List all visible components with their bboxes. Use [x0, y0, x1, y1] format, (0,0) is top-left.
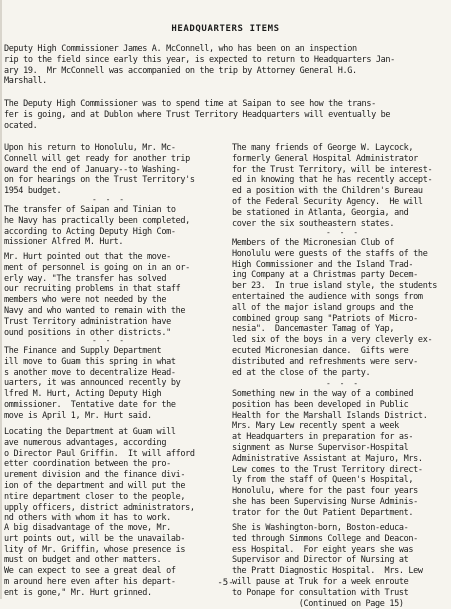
- left-paragraph-personnel-movement: Mr. Hurt pointed out that the move- ment of personnel is going on in an or- erly way. "The transfer has solved our recruiting problems in that staff members who were not needed by the Navy and who wanted to remain with the Trust Territory administration have ound positions in other districts.": [4, 252, 190, 338]
- right-paragraph-micronesian-club: Members of the Micronesian Club of Honolulu were guests of the staffs of the High Commissioner and the Island Trad- ing Company at a Christmas party Decem- ber 23. In true island style, the students entertained the audience with songs from all of the major island groups and the combined group sang "Patriots of Micro- nesia". Dancemaster Tamag of Yap, led six of the boys in a very cleverly ex- ecuted Micronesian dance. Gifts were distributed and refreshments were serv- ed at the close of the party.: [232, 238, 437, 378]
- intro-paragraph-mcconnell-trip: Deputy High Commissioner James A. McConnell, who has been on an inspection rip to the field since early this year, is expected to return to Headquarters Jan- ary 19. Mr McConnell was accompanied on the trip by Attorney General H.G. Marshall.: [4, 44, 395, 87]
- page-title: HEADQUARTERS ITEMS: [171, 24, 280, 34]
- right-paragraph-mary-lew-position: Something new in the way of a combined position has been developed in Public Health for the Marshall Islands District. Mrs. Mary Lew recently spent a week at Headquarters in preparation for as- signment as Nurse Supervisor-Hospital Administrative Assistant at Majuro, Mrs. Lew comes to the Trust Territory direct- ly from the staff of Queen's Hospital, Honolulu, where for the past four years she has been Supervising Nurse Adminis- trator for the Out Patient Department.: [232, 389, 428, 518]
- page-number: -5-: [217, 578, 234, 588]
- right-paragraph-laycock: The many friends of George W. Laycock, formerly General Hospital Administrator for the Trust Territory, will be interest- ed in knowing that he has recently accept- ed a position with the Children's Bureau of the Federal Security Agency. He will be stationed in Atlanta, Georgia, and cover the six southeastern states.: [232, 143, 433, 229]
- left-paragraph-saipan-transfer: The transfer of Saipan and Tinian to he Navy has practically been completed, according to Acting Deputy High Com- missioner Alfred M. Hurt.: [4, 205, 190, 248]
- left-separator-1: - - -: [92, 195, 127, 204]
- right-separator-2: - - -: [326, 379, 361, 388]
- left-paragraph-guam-advantages: Locating the Department at Guam will ave numerous advantages, according o Director Paul Griffin. It will afford etter coordination between the pro- urement division and the finance divi- ion of the department and will put the ntire department closer to the people, upply officers, district administrators, nd others with whom it has to work.: [4, 427, 195, 524]
- left-paragraph-move-disadvantage: A big disadvantage of the move, Mr. urt points out, will be the unavailab- lity of Mr. Griffin, whose presence is must on budget and other matters. We can expect to see a great deal of m around here even after his depart- ent is gone," Mr. Hurt grinned.: [4, 523, 186, 598]
- right-paragraph-mary-lew-background: She is Washington-born, Boston-educa- ted through Simmons College and Deacon- ess Hospital. For eight years she was Supervisor and Director of Nursing at the Pratt Diagnostic Hospital. Mrs. Lew will pause at Truk for a week enroute to Ponape for consultation with Trust (Continued on Page 15): [232, 523, 423, 609]
- left-paragraph-washington-hearings: Upon his return to Honolulu, Mr. Mc- Connell will get ready for another trip oward the end of January--to Washing- on for hearings on the Trust Territory's 1954 budget.: [4, 143, 195, 197]
- left-paragraph-finance-move-guam: The Finance and Supply Department ill move to Guam this spring in what s another move to decentralize Head- uarters, it was announced recently by lfred M. Hurt, Acting Deputy High ommissioner. Tentative date for the move is April 1, Mr. Hurt said.: [4, 346, 181, 421]
- right-separator-1: - - -: [326, 228, 361, 237]
- left-separator-2: - - -: [92, 336, 127, 345]
- page-binding-edge: [0, 0, 2, 599]
- intro-paragraph-saipan-dublon: The Deputy High Commissioner was to spend time at Saipan to see how the trans- fer is going, and at Dublon where Trust Territory Headquarters will eventually be ocated.: [4, 99, 391, 131]
